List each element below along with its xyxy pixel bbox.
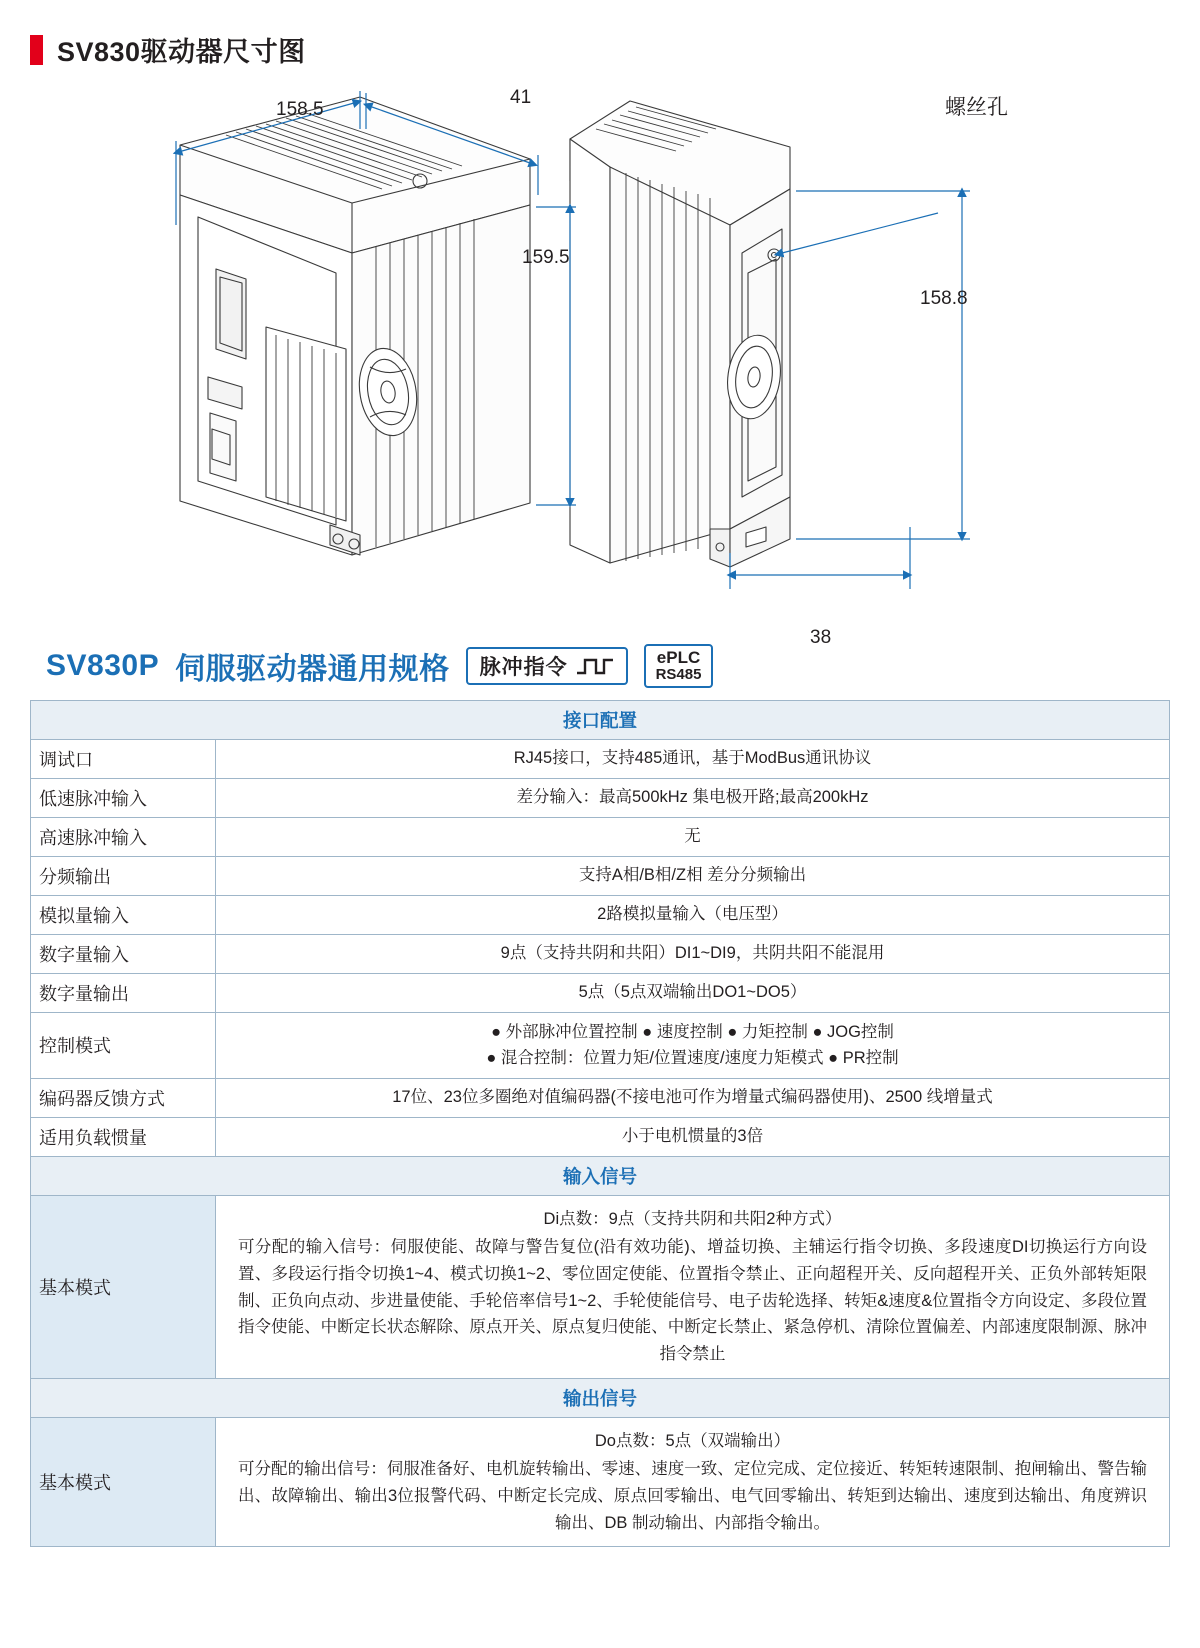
section-heading-dimensions — [30, 30, 1170, 69]
dimension-drawing — [30, 77, 1170, 648]
row-value: 5点（5点双端输出DO1~DO5） — [216, 974, 1170, 1013]
input-assignable-signals: 可分配的输入信号：伺服使能、故障与警告复位(沿有效功能)、增益切换、主辅运行指令切换、多段速度DI切换运行方向设置、多段运行指令切换1~4、模式切换1~2、零位固定使能、位置指令禁止、正向超程开关、反向超程开关、正负外部转矩限制、正负向点动、步进量使能、手轮倍率信号1~2、手轮使能信号、电子齿轮选择、转矩&速度&位置指令方向设定、多段位置指令使能、中断定长状态解除、原点开关、原点复归使能、中断定长禁止、紧急停机、清除位置偏差、内部速度限制源、脉冲指令禁止 — [238, 1238, 1147, 1364]
table-row — [31, 857, 1170, 896]
row-label: 基本模式 — [31, 1195, 216, 1378]
control-mode-line2: ● 混合控制：位置力矩/位置速度/速度力矩模式 ● PR控制 — [486, 1049, 899, 1068]
badge-pulse-label: 脉冲指令 — [479, 656, 568, 679]
row-value: 差分输入：最高500kHz 集电极开路;最高200kHz — [216, 779, 1170, 818]
spec-title-rest: 伺服驱动器通用规格 — [175, 653, 450, 686]
row-value: 支持A相/B相/Z相 差分分频输出 — [216, 857, 1170, 896]
dim-159-5: 159.5 — [522, 247, 570, 268]
control-mode-line1: ● 外部脉冲位置控制 ● 速度控制 ● 力矩控制 ● JOG控制 — [491, 1023, 894, 1041]
row-value: 小于电机惯量的3倍 — [216, 1117, 1170, 1156]
row-label: 基本模式 — [31, 1417, 216, 1547]
row-value: 17位、23位多圈绝对值编码器(不接电池可作为增量式编码器使用)、2500 线增量式 — [216, 1078, 1170, 1117]
table-row — [31, 896, 1170, 935]
row-label: 数字量输出 — [31, 974, 216, 1013]
row-value: 9点（支持共阴和共阳）DI1~DI9，共阴共阳不能混用 — [216, 935, 1170, 974]
row-label: 高速脉冲输入 — [31, 818, 216, 857]
table-row-input-basic — [31, 1195, 1170, 1378]
row-value — [216, 1195, 1170, 1378]
row-label: 适用负载惯量 — [31, 1117, 216, 1156]
badge-eplc-rs485 — [644, 644, 714, 688]
output-assignable-signals: 可分配的输出信号：伺服准备好、电机旋转输出、零速、速度一致、定位完成、定位接近、转矩转速限制、抱闸输出、警告输出、故障输出、输出3位报警代码、中断定长完成、原点回零输出、电气回零输出、转矩到达输出、速度到达输出、角度辨识输出、DB 制动输出、内部指令输出。 — [238, 1460, 1147, 1532]
row-value: 2路模拟量输入（电压型） — [216, 896, 1170, 935]
badge-eplc-line1: ePLC — [656, 648, 701, 668]
row-label: 编码器反馈方式 — [31, 1078, 216, 1117]
row-label: 控制模式 — [31, 1013, 216, 1079]
dim-38: 38 — [810, 627, 832, 648]
row-value — [216, 1013, 1170, 1079]
table-row — [31, 818, 1170, 857]
row-value: 无 — [216, 818, 1170, 857]
table-row — [31, 1117, 1170, 1156]
page-root — [0, 30, 1200, 1648]
output-do-count: Do点数：5点（双端输出） — [594, 1431, 791, 1450]
table-row — [31, 740, 1170, 779]
pulse-wave-icon — [576, 656, 614, 676]
row-label: 调试口 — [31, 740, 216, 779]
table-row-output-basic — [31, 1417, 1170, 1547]
badge-eplc-line2: RS485 — [655, 666, 702, 684]
table-band-output — [31, 1378, 1170, 1417]
table-band-interface — [31, 701, 1170, 740]
dim-158-8: 158.8 — [920, 288, 968, 309]
dim-41: 41 — [510, 87, 532, 108]
row-label: 模拟量输入 — [31, 896, 216, 935]
row-label: 数字量输入 — [31, 935, 216, 974]
row-label: 分频输出 — [31, 857, 216, 896]
input-di-count: Di点数：9点（支持共阴和共阳2种方式） — [543, 1209, 842, 1228]
table-row — [31, 1078, 1170, 1117]
dim-158-5: 158.5 — [276, 99, 324, 120]
row-label: 低速脉冲输入 — [31, 779, 216, 818]
table-row-control-mode — [31, 1013, 1170, 1079]
table-row — [31, 779, 1170, 818]
row-value: RJ45接口，支持485通讯，基于ModBus通讯协议 — [216, 740, 1170, 779]
spec-table — [30, 700, 1170, 1547]
badge-pulse-command — [466, 647, 628, 685]
spec-title-model: SV830P — [46, 649, 160, 682]
band-label-interface: 接口配置 — [31, 701, 1170, 740]
table-row — [31, 935, 1170, 974]
screw-hole-label: 螺丝孔 — [945, 96, 1008, 119]
band-label-output: 输出信号 — [31, 1378, 1170, 1417]
page-title: SV830驱动器尺寸图 — [57, 37, 306, 67]
row-value — [216, 1417, 1170, 1547]
red-accent-bar — [30, 35, 43, 65]
section-heading-specs — [30, 644, 1170, 688]
band-label-input: 输入信号 — [31, 1156, 1170, 1195]
table-row — [31, 974, 1170, 1013]
table-band-input — [31, 1156, 1170, 1195]
